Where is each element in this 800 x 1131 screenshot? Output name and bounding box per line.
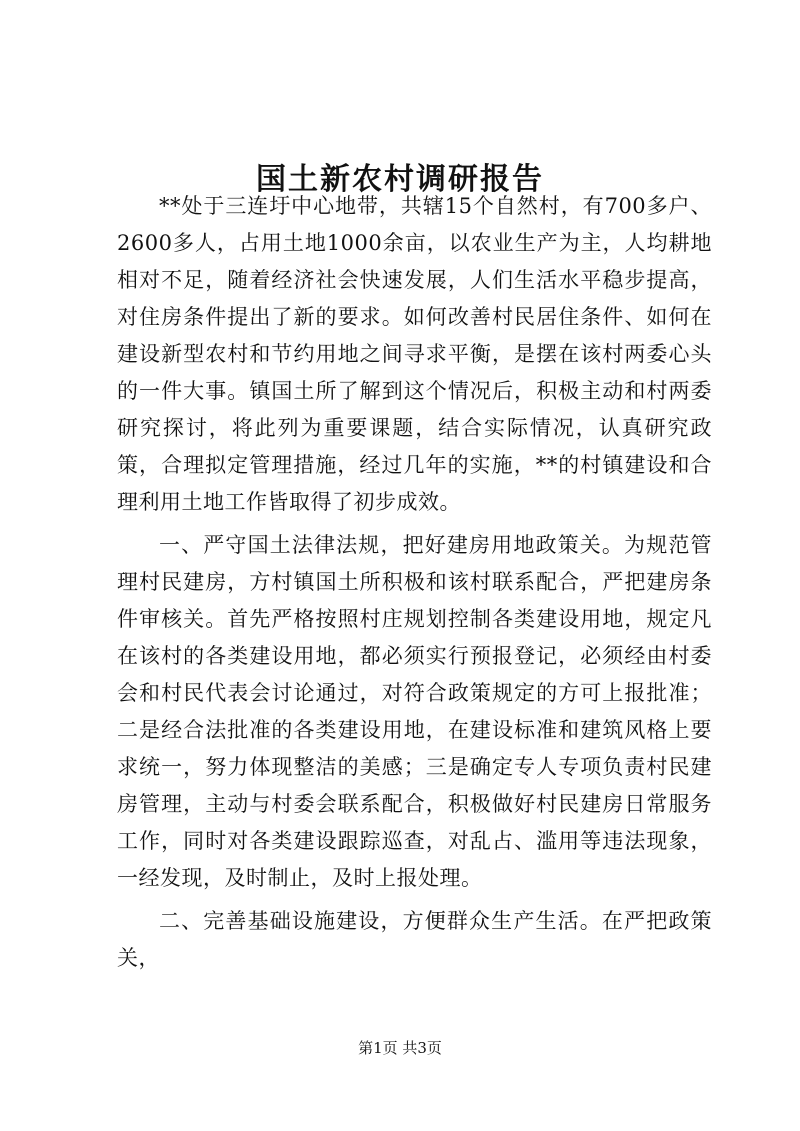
paragraph-intro: **处于三连圩中心地带，共辖15个自然村，有700多户、2600多人，占用土地1000余亩，以农业生产为主，人均耕地相对不足，随着经济社会快速发展，人们生活水平稳步提高，对住房条件提出了新的要求。如何改善村民居住条件、如何在建设新型农村和节约用地之间寻求平衡，是摆在该村两委心头的一件大事。镇国土所了解到这个情况后，积极主动和村两委研究探讨，将此列为重要课题，结合实际情况，认真研究政策，合理拟定管理措施，经过几年的实施，**的村镇建设和合理利用土地工作皆取得了初步成效。 bbox=[117, 194, 712, 514]
paragraph-section-one: 一、严守国土法律法规，把好建房用地政策关。为规范管理村民建房，方村镇国土所积极和该村联系配合，严把建房条件审核关。首先严格按照村庄规划控制各类建设用地，规定凡在该村的各类建设用地，都必须实行预报登记，必须经由村委会和村民代表会讨论通过，对符合政策规定的方可上报批准；二是经合法批准的各类建设用地，在建设标准和建筑风格上要求统一，努力体现整洁的美感；三是确定专人专项负责村民建房管理，主动与村委会联系配合，积极做好村民建房日常服务工作，同时对各类建设跟踪巡查，对乱占、滥用等违法现象，一经发现，及时制止，及时上报处理。 bbox=[117, 533, 712, 890]
page-title: 国土新农村调研报告 bbox=[256, 162, 544, 198]
paragraph-section-two: 二、完善基础设施建设，方便群众生产生活。在严把政策关， bbox=[117, 909, 712, 970]
page-number-footer: 第1页 共3页 bbox=[358, 1039, 442, 1057]
document-body bbox=[117, 188, 712, 977]
